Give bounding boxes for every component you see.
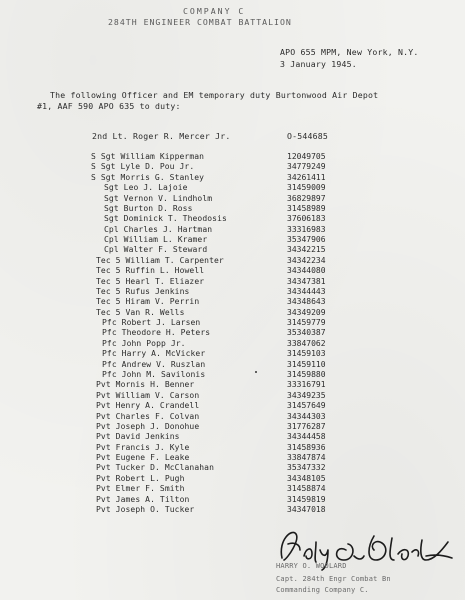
roster-name: Cpl Charles J. Hartman [104,224,213,234]
company-heading: COMPANY C [183,6,246,16]
roster-serial: 35340387 [287,328,326,338]
roster-serial: 34344080 [287,266,326,276]
roster-row [0,443,465,453]
roster-row [0,432,465,442]
roster-row [0,245,465,255]
roster-name: Tec 5 William T. Carpenter [96,255,224,265]
roster-name: S Sgt Morris G. Stanley [91,172,205,182]
roster-serial: 33847062 [287,338,326,348]
roster-name: Tec 5 Hiram V. Perrin [96,297,200,307]
roster-serial: 34342234 [287,255,326,265]
roster-serial: 34344458 [287,432,326,442]
roster-name: Pvt Mornis H. Benner [96,380,195,390]
roster-row [0,235,465,245]
roster-row [0,495,465,505]
roster-serial: 33316791 [287,380,326,390]
roster-serial: 36829897 [287,193,326,203]
roster-row [0,183,465,193]
roster-name: Tec 5 Van R. Wells [96,307,185,317]
roster-row [0,370,465,380]
roster-row [0,328,465,338]
roster-row [0,297,465,307]
roster-row [0,422,465,432]
roster-row [0,225,465,235]
roster-name: S Sgt Lyle D. Pou Jr. [91,162,195,172]
roster-name: Pvt William V. Carson [96,390,200,400]
roster-row [0,349,465,359]
document-date: 3 January 1945. [280,59,357,69]
roster-row [0,505,465,515]
roster-serial: 34779249 [287,162,326,172]
roster-serial: 31459819 [287,494,326,504]
signatory-title: Capt. 284th Engr Combat Bn [276,575,391,583]
roster-serial: 31459779 [287,318,326,328]
roster-name: Pfc John Popp Jr. [102,338,186,348]
roster-serial: 31459103 [287,349,326,359]
roster-name: Tec 5 Rufus Jenkins [96,286,190,296]
roster-serial: 12049705 [287,152,326,161]
roster-name: S Sgt William Kipperman [91,152,205,161]
roster-row [0,391,465,401]
roster-serial: 31458874 [287,484,326,494]
roster-serial: 31459009 [287,183,326,193]
roster-name: Pvt Joseph O. Tucker [96,504,195,514]
roster-name: Pvt David Jenkins [96,432,180,442]
roster-row [0,484,465,494]
order-text-line-1: The following Officer and EM temporary duty Burtonwood Air Depot [50,90,379,100]
roster-serial: 34348105 [287,473,326,483]
roster-name: Pvt Henry A. Crandell [96,401,200,411]
signatory-command: Commanding Company C. [276,586,369,594]
ink-speck [255,371,257,373]
roster-serial: 34349235 [287,390,326,400]
roster-name: Pvt Tucker D. McClanahan [96,463,214,473]
roster-row [0,256,465,266]
roster-name: Pfc John M. Savilonis [102,369,206,379]
roster-row [0,266,465,276]
roster-serial: 37606183 [287,214,326,224]
roster-serial: 34342215 [287,245,326,255]
roster-name: Sgt Burton D. Ross [104,203,193,213]
roster-name: Sgt Vernon V. Lindholm [104,193,213,203]
roster-row [0,194,465,204]
roster-row [0,162,465,172]
roster-row [0,318,465,328]
roster-name: Pfc Harry A. McVicker [102,349,206,359]
roster-name: Pfc Theodore H. Peters [102,328,211,338]
roster-serial: 34347018 [287,504,326,514]
roster-name: Tec 5 Hearl T. Eliazer [96,276,205,286]
roster-name: Cpl Walter F. Steward [104,245,208,255]
roster-row [0,453,465,463]
roster-row [0,463,465,473]
roster-name: Pvt Charles F. Colvan [96,411,200,421]
roster-serial: 35347906 [287,235,326,245]
roster-serial: 34348643 [287,297,326,307]
roster-serial: 34347381 [287,276,326,286]
roster-row [0,173,465,183]
roster-serial: 31458936 [287,442,326,452]
roster-serial: 31776287 [287,421,326,431]
roster-serial: 33316983 [287,224,326,234]
roster-serial: 34261411 [287,172,326,182]
roster-name: Pvt Elmer F. Smith [96,484,185,494]
officer-serial: O-544685 [287,131,329,141]
roster-serial: 34344303 [287,411,326,421]
roster-row [0,152,465,162]
roster-serial: 31458989 [287,203,326,213]
roster-serial: 35347332 [287,463,326,473]
roster-row [0,204,465,214]
roster-name: Pvt James A. Tilton [96,494,190,504]
roster-serial: 34349209 [287,307,326,317]
roster-serial: 33847874 [287,453,326,463]
roster-row [0,287,465,297]
roster-serial: 31459880 [287,369,326,379]
roster-name: Pvt Francis J. Kyle [96,442,190,452]
roster-row [0,412,465,422]
roster-row [0,339,465,349]
roster-serial: 31459110 [287,359,326,369]
roster-name: Cpl William L. Kramer [104,235,208,245]
roster-row [0,474,465,484]
roster-name: Pfc Andrew V. Ruszlan [102,359,206,369]
roster-row [0,360,465,370]
officer-name: 2nd Lt. Roger R. Mercer Jr. [92,131,231,141]
roster-row [0,380,465,390]
roster-row [0,308,465,318]
roster-name: Pvt Robert L. Pugh [96,473,185,483]
order-text-line-2: #1, AAF 590 APO 635 to duty: [37,101,181,111]
roster-name: Pfc Robert J. Larsen [102,318,201,328]
roster-serial: 31457649 [287,401,326,411]
signatory-typed-name: HARRY O. WOOLARD [276,562,347,570]
roster-name: Pvt Eugene F. Leake [96,453,190,463]
roster-name: Tec 5 Ruffin L. Howell [96,266,205,276]
roster-name: Sgt Leo J. Lajoie [104,183,188,193]
roster-serial: 34344443 [287,286,326,296]
roster-row [0,401,465,411]
roster-name: Pvt Joseph J. Donohue [96,421,200,431]
roster-row [0,214,465,224]
roster-row [0,277,465,287]
roster-name: Sgt Dominick T. Theodosis [104,214,227,224]
battalion-heading: 284TH ENGINEER COMBAT BATTALION [108,17,292,27]
apo-address: APO 655 MPM, New York, N.Y. [280,47,419,57]
